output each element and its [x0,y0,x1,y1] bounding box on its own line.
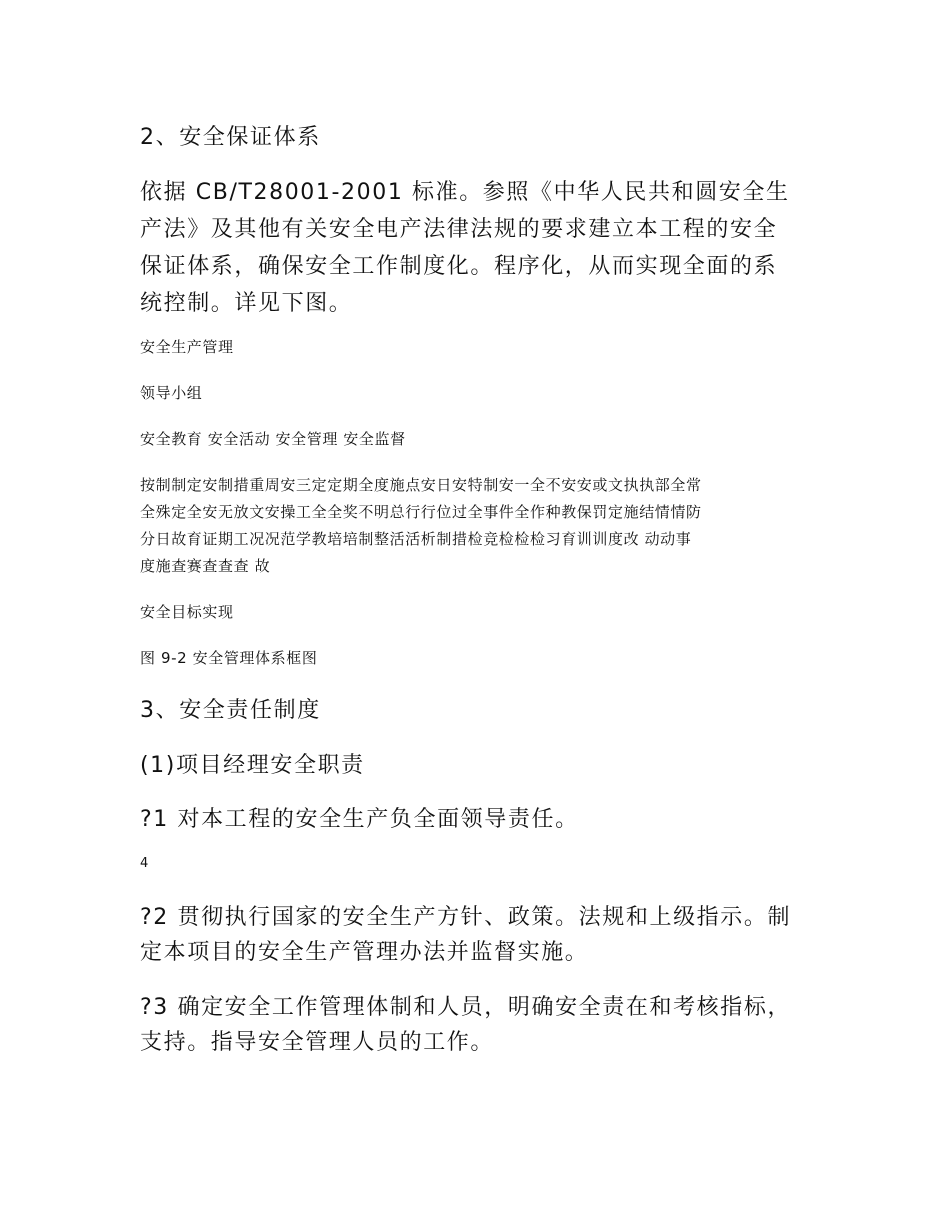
intro-line-3: 保证体系，确保安全工作制度化。程序化，从而实现全面的系 [140,254,778,279]
intro-line-2: 产法》及其他有关安全电产法律法规的要求建立本工程的安全 [140,217,778,242]
diagram-measures-line-2: 全殊定全安无放文安操工全全奖不明总行行位过全事件全作种教保罚定施结情情防 [140,503,702,521]
list-item-3-line-2: 支持。指导安全管理人员的工作。 [140,1030,495,1055]
intro-line-1: 依据 CB/T28001-2001 标准。参照《中华人民共和圆安全生 [140,180,790,205]
diagram-box-leadership: 领导小组 [140,384,203,402]
subsection-1-heading: (1)项目经理安全职责 [140,753,365,778]
section-3-heading: 3、安全责任制度 [140,698,321,723]
diagram-box-management: 安全生产管理 [140,338,234,356]
diagram-measures-line-3: 分日故育证期工况况范学教培培制整活活析制措检竞检检检习育训训度改 动动事 [140,530,692,548]
diagram-branches: 安全教育 安全活动 安全管理 安全监督 [140,430,406,448]
diagram-box-goal: 安全目标实现 [140,603,234,621]
list-item-1: ?1 对本工程的安全生产负全面领导责任。 [140,807,579,832]
page-number: 4 [140,856,149,871]
list-item-2-line-2: 定本项目的安全生产管理办法并监督实施。 [140,940,589,965]
section-2-heading: 2、安全保证体系 [140,125,321,150]
intro-line-4: 统控制。详见下图。 [140,291,353,316]
list-item-3-line-1: ?3 确定安全工作管理体制和人员，明确安全责在和考核指标， [140,995,792,1020]
figure-caption: 图 9-2 安全管理体系框图 [140,649,318,667]
list-item-2-line-1: ?2 贯彻执行国家的安全生产方针、政策。法规和上级指示。制 [140,905,792,930]
diagram-measures-line-1: 按制制定安制措重周安三定定期全度施点安日安特制安一全不安安或文执执部全常 [140,476,702,494]
diagram-measures-line-4: 度施查赛查查查 故 [140,557,271,575]
